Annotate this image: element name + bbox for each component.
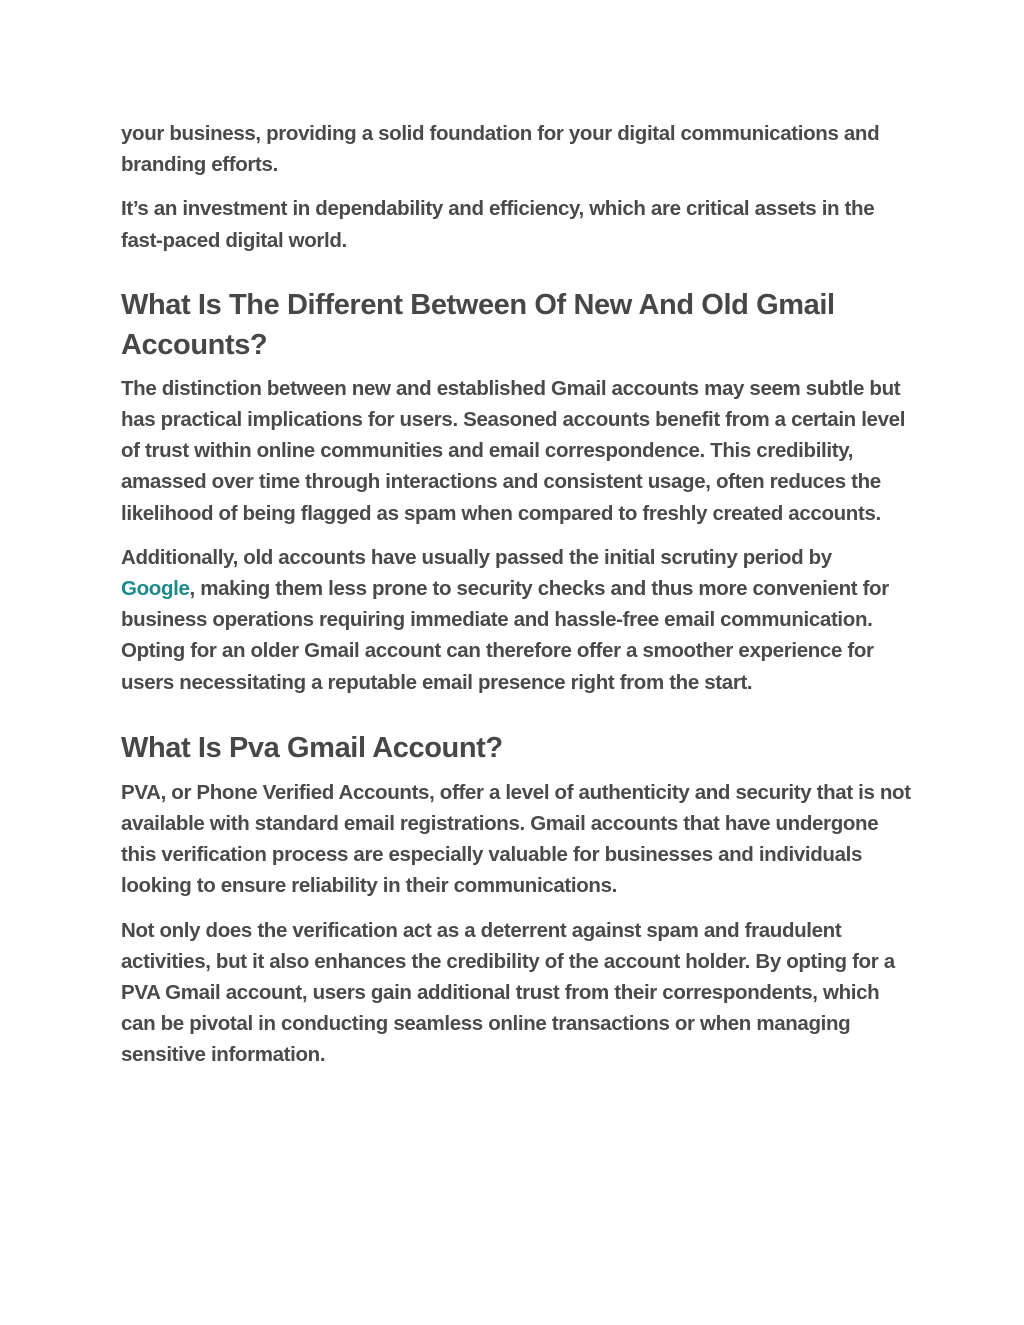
document-page [121,118,911,1084]
google-link[interactable]: Google [121,577,190,601]
section1-paragraph-2-end: , making them less prone to security checks and thus more convenient for business operations requiring immediate and hassle-free email communication. Opting for an older Gmail account can therefore offer a smoother experience for users necessitating a reputable email presence right from the start. [121,577,889,694]
section2-paragraph-1: PVA, or Phone Verified Accounts, offer a level of authenticity and security that is not available with standard email registrations. Gmail accounts that have undergone this verification process are especially valuable for businesses and individuals looking to ensure reliability in their communications. [121,780,911,898]
section2-paragraph-2: Not only does the verification act as a deterrent against spam and fraudulent activities, but it also enhances the credibility of the account holder. By opting for a PVA Gmail account, users gain additional trust from their correspondents, which can be pivotal in conducting seamless online transactions or when managing sensitive information. [121,918,895,1067]
intro-paragraph-1: your business, providing a solid foundation for your digital communications and branding efforts. [121,122,880,177]
intro-paragraph-2: It’s an investment in dependability and efficiency, which are critical assets in the fast-paced digital world. [121,197,875,252]
section1-paragraph-2-start: Additionally, old accounts have usually passed the initial scrutiny period by [121,545,832,569]
section-heading-pva: What Is Pva Gmail Account? [121,731,503,764]
section-heading-new-vs-old: What Is The Different Between Of New And Old Gmail Accounts? [121,288,835,361]
section1-paragraph-1: The distinction between new and established Gmail accounts may seem subtle but has practical implications for users. Seasoned accounts benefit from a certain level of trust within online communities and email correspondence. This credibility, amassed over time through interactions and consistent usage, often reduces the likelihood of being flagged as spam when compared to freshly created accounts. [121,376,906,525]
section1-paragraph-2 [121,542,911,698]
